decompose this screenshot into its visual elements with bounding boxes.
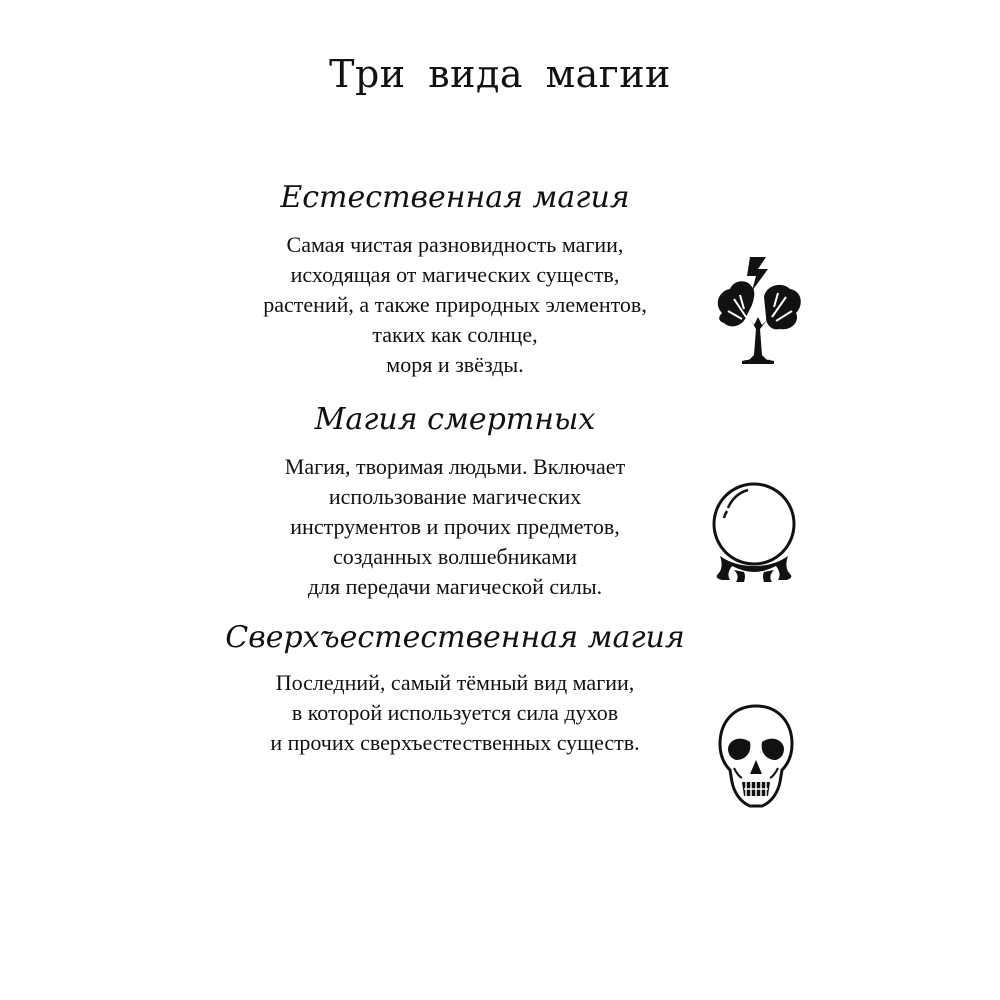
section-mortal-magic-title: Магия смертных <box>314 402 596 437</box>
text-line: исходящая от магических существ, <box>290 262 620 287</box>
text-line: для передачи магической силы. <box>307 574 603 599</box>
crystal-ball-icon <box>704 478 804 588</box>
text-line: созданных волшебниками <box>332 544 578 569</box>
text-line: в которой используется сила духов <box>291 700 619 725</box>
text-line: Последний, самый тёмный вид магии, <box>275 670 635 695</box>
text-line: моря и звёзды. <box>386 352 524 377</box>
text-line: Самая чистая разновидность магии, <box>286 232 624 257</box>
section-natural-magic-title: Естественная магия <box>280 180 630 215</box>
lightning-tree-icon <box>712 255 804 367</box>
text-line: инструментов и прочих предметов, <box>290 514 620 539</box>
section-supernatural-magic-title: Сверхъестественная магия <box>225 620 685 655</box>
page-title: Три вида магии <box>329 52 671 96</box>
text-line: использование магических <box>328 484 582 509</box>
text-line: Магия, творимая людьми. Включает <box>284 454 626 479</box>
text-line: таких как солнце, <box>372 322 538 347</box>
skull-icon <box>716 702 796 810</box>
text-line: и прочих сверхъестественных существ. <box>270 730 640 755</box>
text-line: растений, а также природных элементов, <box>263 292 647 317</box>
